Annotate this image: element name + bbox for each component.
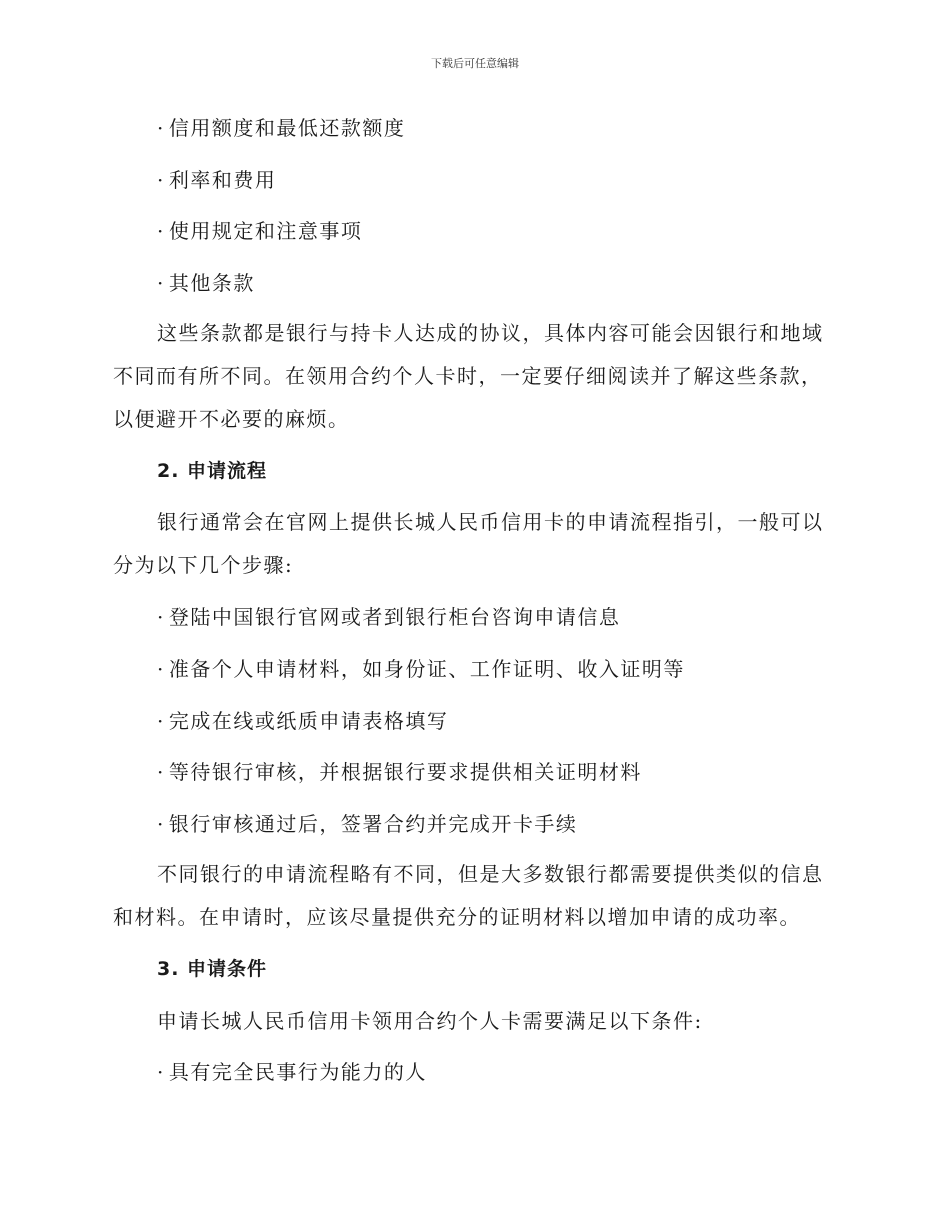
section-heading: 2. 申请流程 [157, 460, 268, 482]
list-item [157, 270, 255, 296]
list-item [157, 1059, 427, 1085]
list-item-text: 利率和费用 [168, 168, 277, 192]
list-item-text: 信用额度和最低还款额度 [168, 116, 406, 140]
bullet-dot: · [157, 605, 165, 629]
section-heading: 3. 申请条件 [157, 958, 268, 980]
list-item [157, 218, 362, 244]
list-item-text: 登陆中国银行官网或者到银行柜台咨询申请信息 [168, 605, 621, 629]
list-item-text: 使用规定和注意事项 [168, 219, 363, 243]
list-item [157, 167, 276, 193]
bullet-dot: · [157, 116, 165, 140]
paragraph-line: 不同银行的申请流程略有不同，但是大多数银行都需要提供类似的信息 [157, 862, 824, 886]
list-item-text: 等待银行审核，并根据银行要求提供相关证明材料 [168, 760, 642, 784]
paragraph-line: 申请长城人民币信用卡领用合约个人卡需要满足以下条件: [157, 1009, 703, 1033]
page-header: 下载后可任意编辑 [431, 57, 519, 70]
paragraph-line: 这些条款都是银行与持卡人达成的协议，具体内容可能会因银行和地域 [157, 321, 824, 345]
paragraph-line: 银行通常会在官网上提供长城人民币信用卡的申请流程指引，一般可以 [157, 510, 824, 534]
list-item [157, 811, 577, 837]
bullet-dot: · [157, 812, 165, 836]
paragraph-line: 分为以下几个步骤: [113, 553, 294, 577]
list-item-text: 银行审核通过后，签署合约并完成开卡手续 [168, 812, 578, 836]
list-item-text: 其他条款 [168, 271, 255, 295]
list-item-text: 准备个人申请材料，如身份证、工作证明、收入证明等 [168, 657, 685, 681]
list-item [157, 708, 448, 734]
bullet-dot: · [157, 709, 165, 733]
bullet-dot: · [157, 1060, 165, 1084]
list-item [157, 656, 685, 682]
bullet-dot: · [157, 219, 165, 243]
paragraph-line: 以便避开不必要的麻烦。 [113, 407, 350, 431]
list-item-text: 具有完全民事行为能力的人 [168, 1060, 427, 1084]
bullet-dot: · [157, 168, 165, 192]
paragraph-line: 和材料。在申请时，应该尽量提供充分的证明材料以增加申请的成功率。 [113, 905, 801, 929]
bullet-dot: · [157, 271, 165, 295]
list-item [157, 115, 405, 141]
bullet-dot: · [157, 657, 165, 681]
list-item [157, 759, 642, 785]
paragraph-line: 不同而有所不同。在领用合约个人卡时，一定要仔细阅读并了解这些条款， [113, 364, 823, 388]
bullet-dot: · [157, 760, 165, 784]
list-item-text: 完成在线或纸质申请表格填写 [168, 709, 449, 733]
list-item [157, 604, 620, 630]
